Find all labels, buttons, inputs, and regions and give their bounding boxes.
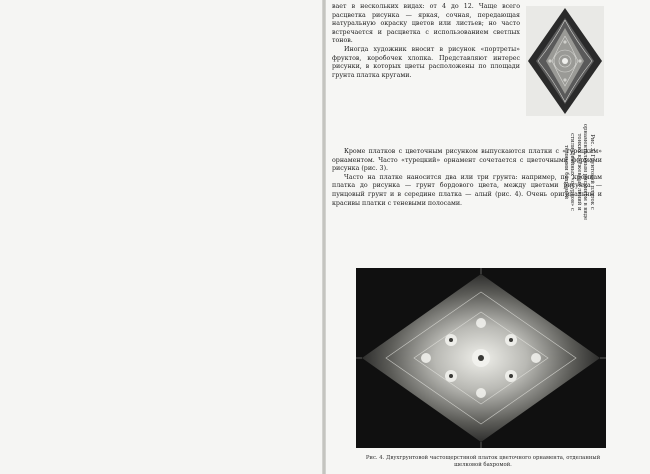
right-paragraph: Часто на платке наносится два или три грунта: например, по кромкам платка до рисунка — грунт бордового цвета, между цветами рисунка — пунцовый грунт и в середине платка — алый (рис. 4). Очень оригинальны и красивы платки с теневыми полосами. bbox=[332, 173, 602, 207]
right-page-text-bottom bbox=[332, 148, 602, 208]
right-page-text-top bbox=[332, 3, 520, 80]
right-page bbox=[326, 0, 650, 474]
right-paragraph: Иногда художник вносит в рисунок «портреты» фруктов, коробочек хлопка. Представляют интерес рисунки, в которых цветы расположены по площади грунта платка кругами. bbox=[332, 45, 520, 79]
left-page bbox=[0, 0, 322, 474]
right-paragraph: Кроме платков с цветочным рисунком выпускаются платки с «турецким» орнаментом. Часто «турецкий» орнамент сочетается с цветочными формами рисунка (рис. 3). bbox=[332, 148, 602, 173]
figure-4-shawl-photo bbox=[356, 268, 606, 448]
figure-3-shawl-photo bbox=[526, 6, 604, 116]
figure-3-caption: Рис. 3. Грунтовой платок с орнаментальным рисунком в виде тонких кружевных линий и стилизованных «огурцов» с тёмными бахромой bbox=[562, 123, 595, 221]
figure-4-caption: Рис. 4. Двухгрунтовой частощерстяной платок цветочного орнамента, отделанный шелковой бахромой. bbox=[365, 455, 601, 468]
right-paragraph: вает в нескольких видах: от 4 до 12. Чаще всего расцветка рисунка — яркая, сочная, передающая натуральную окраску цветов или листьев; но часто встречается и расцветка с использованием светлых тонов. bbox=[332, 3, 520, 45]
